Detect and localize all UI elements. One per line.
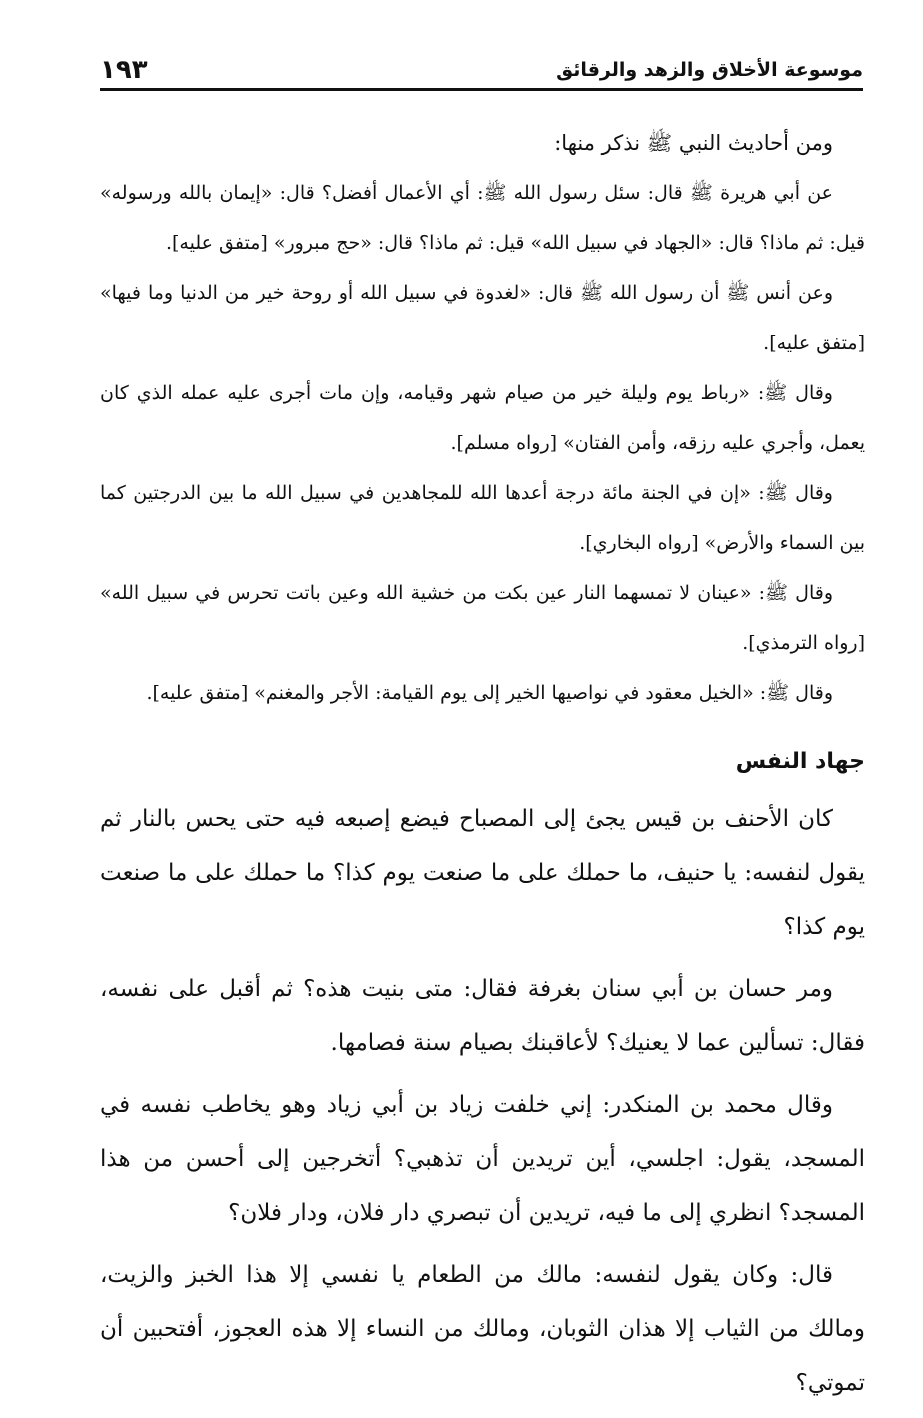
page-number: ١٩٣ xyxy=(100,55,148,85)
hadith-paragraph: وقال ﷺ: «إن في الجنة مائة درجة أعدها الله للمجاهدين في سبيل الله ما بين الدرجتين كما بين السماء والأرض» [رواه البخاري]. xyxy=(100,482,865,554)
section-paragraph: ومر حسان بن أبي سنان بغرفة فقال: متى بنيت هذه؟ ثم أقبل على نفسه، فقال: تسألين عما لا يعنيك؟ لأعاقبنك بصيام سنة فصامها. xyxy=(100,976,865,1056)
hadith-paragraph: وقال ﷺ: «الخيل معقود في نواصيها الخير إلى يوم القيامة: الأجر والمغنم» [متفق عليه]. xyxy=(146,682,833,704)
page-body xyxy=(100,118,865,1418)
hadith-paragraph: وقال ﷺ: «عينان لا تمسهما النار عين بكت من خشية الله وعين باتت تحرس في سبيل الله» [رواه الترمذي]. xyxy=(100,582,865,654)
section-paragraph: كان الأحنف بن قيس يجئ إلى المصباح فيضع إصبعه فيه حتى يحس بالنار ثم يقول لنفسه: يا حنيف، ما حملك على ما صنعت يوم كذا؟ ما حملك على ما صنعت يوم كذا؟ xyxy=(100,806,865,940)
section-heading: جهاد النفس xyxy=(735,749,865,774)
section-paragraph: قال: وكان يقول لنفسه: مالك من الطعام يا نفسي إلا هذا الخبز والزيت، ومالك من الثياب إلا هذان الثوبان، ومالك من النساء إلا هذه العجوز، أفتحبين أن تموتي؟ xyxy=(100,1262,865,1396)
hadith-paragraph: عن أبي هريرة ﷺ قال: سئل رسول الله ﷺ: أي الأعمال أفضل؟ قال: «إيمان بالله ورسوله» قيل: ثم ماذا؟ قال: «الجهاد في سبيل الله» قيل: ثم ماذا؟ قال: «حج مبرور» [متفق عليه]. xyxy=(100,182,865,254)
hadith-paragraph: وعن أنس ﷺ أن رسول الله ﷺ قال: «لغدوة في سبيل الله أو روحة خير من الدنيا وما فيها» [متفق عليه]. xyxy=(100,282,865,354)
section-paragraph: وقال محمد بن المنكدر: إني خلفت زياد بن أبي زياد وهو يخاطب نفسه في المسجد، يقول: اجلسي، أين تريدين أن تذهبي؟ أتخرجين إلى أحسن من هذا المسجد؟ انظري إلى ما فيه، تريدين أن تبصري دار فلان، ودار فلان؟ xyxy=(100,1092,865,1226)
intro-paragraph: ومن أحاديث النبي ﷺ نذكر منها: xyxy=(554,131,833,155)
page-header xyxy=(100,52,863,91)
book-title: موسوعة الأخلاق والزهد والرقائق xyxy=(556,59,863,81)
hadith-paragraph: وقال ﷺ: «رباط يوم وليلة خير من صيام شهر وقيامه، وإن مات أجرى عليه عمله الذي كان يعمل، وأجري عليه رزقه، وأمن الفتان» [رواه مسلم]. xyxy=(100,382,865,454)
